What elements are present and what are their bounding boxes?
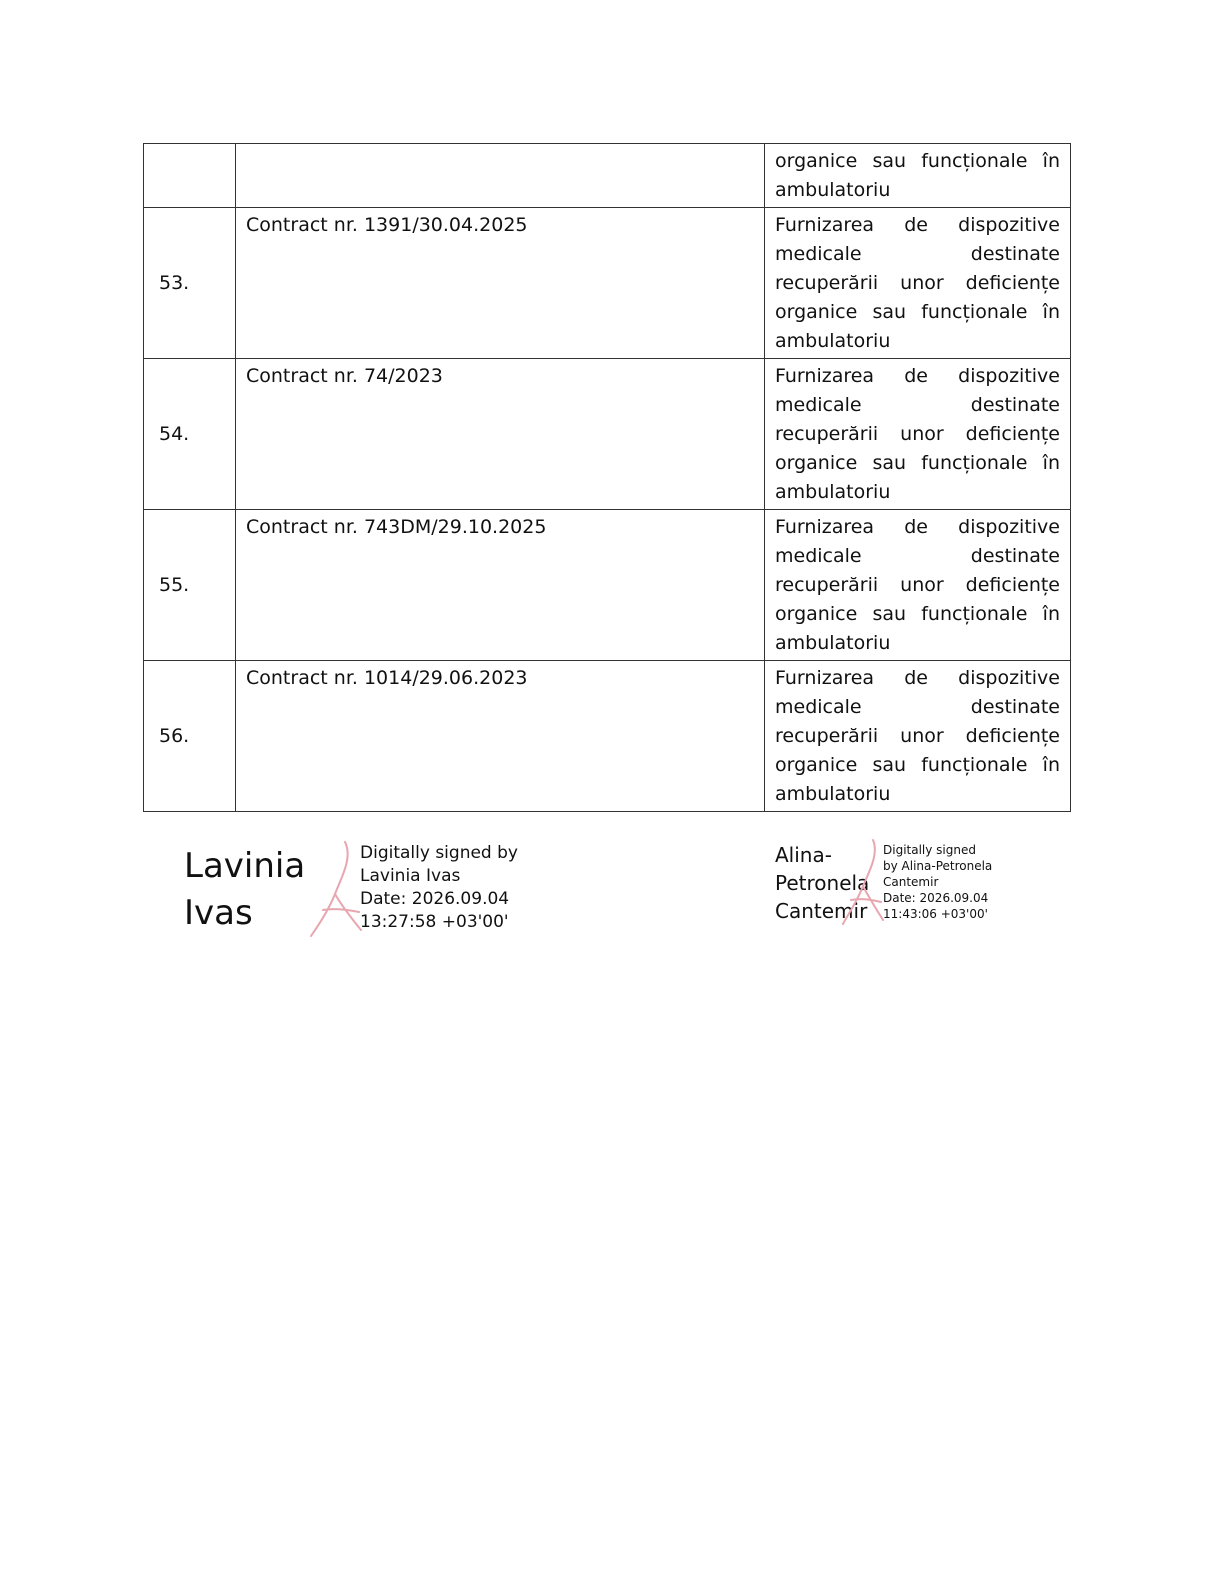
adobe-sign-mark-icon xyxy=(305,838,365,940)
description-cell: organice sau funcționale în ambulatoriu xyxy=(765,144,1071,208)
contracts-table xyxy=(143,143,1071,812)
signature-time: 13:27:58 +03'00' xyxy=(360,912,509,932)
description-cell: Furnizarea de dispozitive medicale destinate recuperării unor deficiențe organice sau funcționale în ambulatoriu xyxy=(765,510,1071,661)
description-cell: Furnizarea de dispozitive medicale destinate recuperării unor deficiențe organice sau funcționale în ambulatoriu xyxy=(765,208,1071,359)
signer-name-line: Alina- xyxy=(775,843,832,867)
signer-name-line: Petronela xyxy=(775,871,870,895)
contract-cell: Contract nr. 1391/30.04.2025 xyxy=(236,208,765,359)
row-number: 55. xyxy=(144,510,236,661)
signature-line: Digitally signed by xyxy=(360,843,518,863)
contract-cell: Contract nr. 74/2023 xyxy=(236,359,765,510)
contract-cell: Contract nr. 743DM/29.10.2025 xyxy=(236,510,765,661)
table-row xyxy=(144,144,1071,208)
table-row xyxy=(144,208,1071,359)
signature-date: Date: 2026.09.04 xyxy=(883,891,989,905)
table-row xyxy=(144,359,1071,510)
signature-line: by Alina-Petronela xyxy=(883,859,993,873)
description-cell: Furnizarea de dispozitive medicale destinate recuperării unor deficiențe organice sau funcționale în ambulatoriu xyxy=(765,359,1071,510)
signature-date: Date: 2026.09.04 xyxy=(360,889,510,909)
signer-name xyxy=(184,843,314,937)
description-cell: Furnizarea de dispozitive medicale destinate recuperării unor deficiențe organice sau funcționale în ambulatoriu xyxy=(765,661,1071,812)
signature-time: 11:43:06 +03'00' xyxy=(883,907,988,921)
signer-name-line: Cantemir xyxy=(775,899,868,923)
signature-line: Cantemir xyxy=(883,875,939,889)
contract-cell: Contract nr. 1014/29.06.2023 xyxy=(236,661,765,812)
signer-name-line: Ivas xyxy=(184,893,253,933)
row-number: 56. xyxy=(144,661,236,812)
row-number: 53. xyxy=(144,208,236,359)
adobe-sign-mark-icon xyxy=(835,836,885,928)
signer-name-line: Lavinia xyxy=(184,846,306,886)
contract-cell xyxy=(236,144,765,208)
signature-details xyxy=(360,842,560,934)
signature-line: Digitally signed xyxy=(883,843,976,857)
table-row xyxy=(144,661,1071,812)
row-number: 54. xyxy=(144,359,236,510)
row-number xyxy=(144,144,236,208)
signature-details xyxy=(883,842,1018,922)
table-row xyxy=(144,510,1071,661)
signature-line: Lavinia Ivas xyxy=(360,866,461,886)
